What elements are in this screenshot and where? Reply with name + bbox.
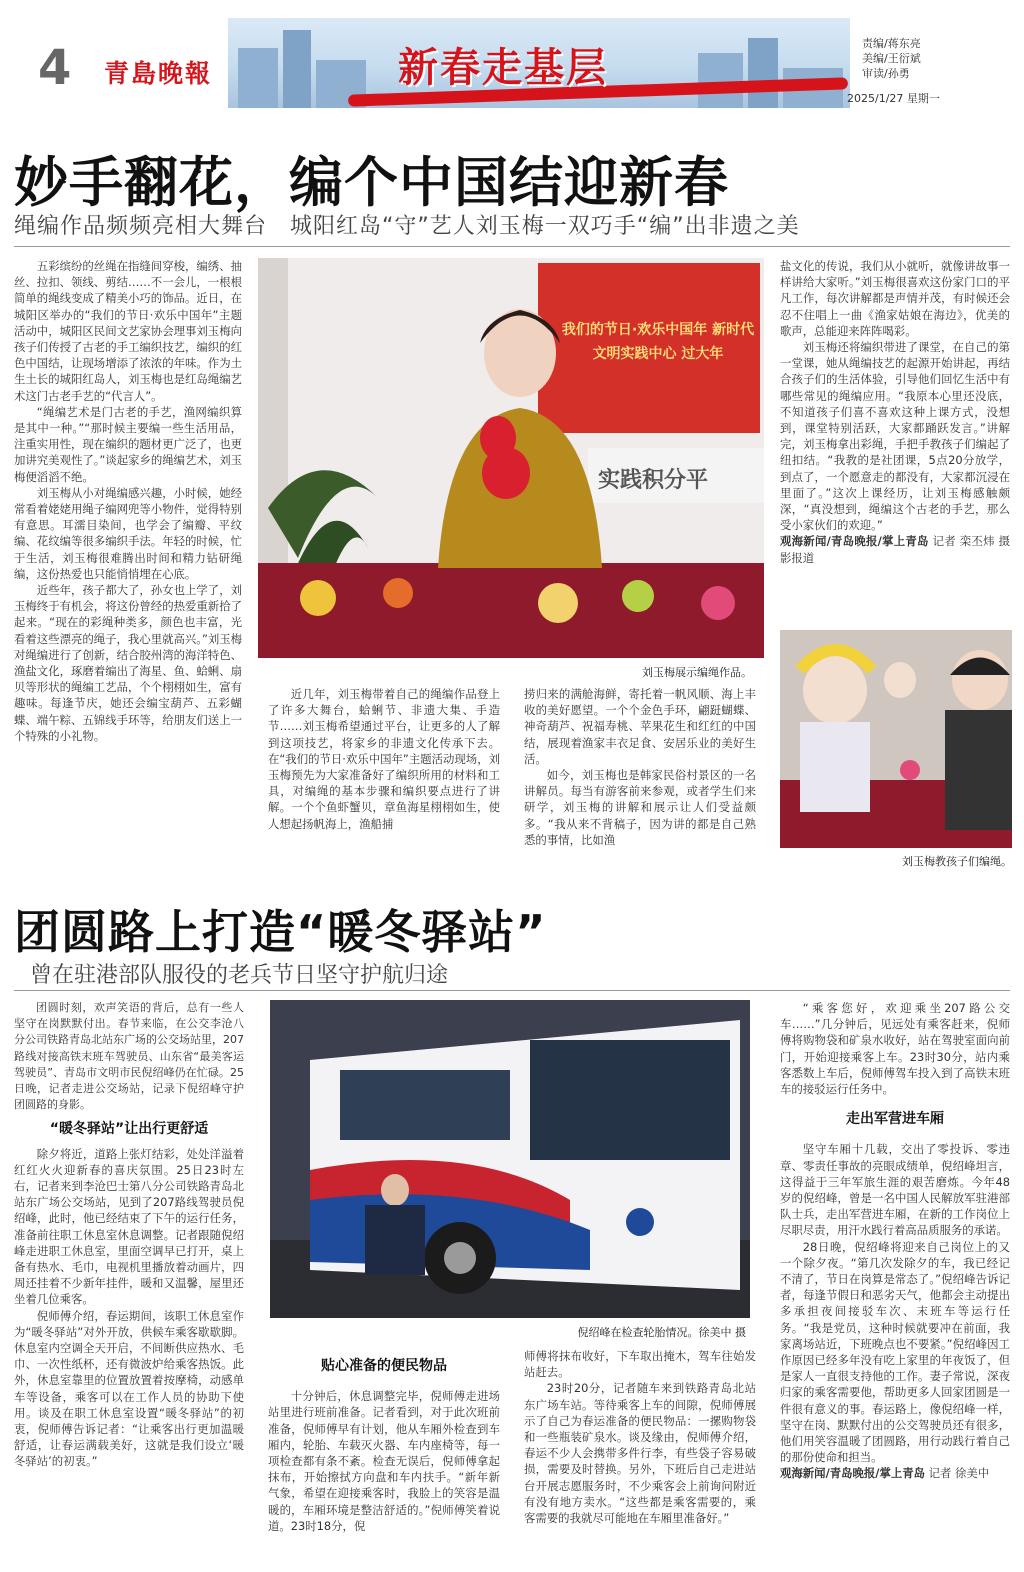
divider	[14, 246, 1010, 247]
paragraph: 28日晚，倪绍峰将迎来自己岗位上的又一个除夕夜。“第几次发除夕的车，我已经记不清了，节日在岗算是常态了。”倪绍峰告诉记者，每逢节假日和恶劣天气，他都会主动提出多承担夜间接驳车次、末班车等运行任务。“我是党员，这种时候就要冲在前面，我家离场站近，下班晚点也不要紧。”倪绍峰因工作原因已经多年没有吃上家里的年夜饭了，但是家人一直很支持他的工作。妻子常说，深夜归家的乘客需要他，帮助更多人回家团圆是一件很有意义的事。春运路上，像倪绍峰一样，坚守在岗、默默付出的公交驾驶员还有很多，他们用笑容温暖了团圆路，用行动践行着自己的那份使命和担当。	[780, 1239, 1010, 1465]
article2-subtitle-2: 贴心准备的便民物品	[321, 1358, 447, 1374]
paragraph: 近些年，孩子都大了，孙女也上学了，刘玉梅终于有机会，将这份曾经的热爱重新拾了起来。“现在的彩绳种类多，颜色也丰富，光看着这些漂亮的绳子，我心里就高兴。”刘玉梅对绳编进行了创新，结合胶州湾的海洋特色、渔盐文化，琢磨着编出了海星、鱼、蛤蜊、扇贝等形状的绳编工艺品，个个栩栩如生，富有趣味。每逢节庆，她还会编宝葫芦、五彩蝴蝶、端午粽、五锦线手环等，给朋友们送上一个特殊的小礼物。	[14, 583, 242, 743]
issue-date: 2025/1/27 星期一	[847, 92, 940, 105]
photo-bus-inspection	[270, 1000, 750, 1318]
article2-subtitle-3: 走出军营进车厢	[846, 1111, 944, 1128]
credit-designer: 美编/王衍斌	[862, 52, 921, 65]
article2-headline: 团圆路上打造“暖冬驿站”	[14, 905, 547, 959]
section-banner	[228, 18, 850, 108]
article2-subhead: 曾在驻港部队服役的老兵节日坚守护航归途	[30, 963, 449, 988]
byline-outlet: 观海新闻/青岛晚报/掌上青岛	[780, 534, 929, 549]
paragraph: 倪师傅介绍，春运期间，该职工休息室作为“暖冬驿站”对外开放，供候车乘客歇歇脚。休息室内空调全天开启，不间断供应热水、毛巾、一次性纸杯，还有微波炉给乘客热饭。此外，休息室靠里的位置放置着按摩椅，动感单车等设备，乘客可以在工作人员的协助下使用。谈及在职工休息室设置“暖冬驿站”的初衷，倪师傅告诉记者：“让乘客出行更加温暖舒适，让春运满载美好，这就是我们设立‘暖冬驿站’的初衷。”	[14, 1308, 244, 1469]
paragraph: 五彩缤纷的丝绳在指缝间穿梭，编绣、抽丝、拉扣、领线、剪结……不一会儿，一根根简单的绳线变成了精美小巧的饰品。近日，在城阳区举办的“我们的节日·欢乐中国年”主题活动中，城阳区民间文艺家协会理事刘玉梅向孩子们传授了古老的手工编织技艺，编织的红色中国结，让现场增添了浓浓的年味。作为土生土长的城阳红岛人，刘玉梅也是红岛绳编艺术这门古老手艺的“代言人”。	[14, 259, 242, 403]
credit-reviewer: 审读/孙勇	[862, 67, 910, 80]
divider	[14, 990, 1010, 991]
article1-headline: 妙手翻花，编个中国结迎新春	[14, 151, 729, 214]
byline	[780, 1465, 1010, 1481]
photo1-wall-text: 实践积分平	[598, 468, 709, 493]
bus-photo-caption: 倪绍峰在检查轮胎情况。徐美中 摄	[577, 1326, 746, 1339]
article2-column-4	[780, 1000, 1010, 1570]
photo1-caption: 刘玉梅展示编绳作品。	[642, 666, 752, 679]
article2-column-3	[524, 1348, 756, 1570]
credit-editor: 责编/蒋东亮	[862, 37, 921, 50]
byline	[780, 533, 1010, 565]
article2-column-1	[14, 1000, 244, 1570]
article1-column-3	[524, 686, 756, 864]
lead-paragraph: 团圆时刻，欢声笑语的背后，总有一些人坚守在岗默默付出。春节来临，在公交李沧八分公司铁路青岛北站东广场的公交场站里，207路线对接高铁末班车驾驶员、山东省“最美客运驾驶员”、青岛市文明市民倪绍峰仍在忙碌。25日晚，记者走进公交场站，记录下倪绍峰守护团圆路的身影。	[14, 1001, 244, 1112]
skyline-building	[283, 30, 311, 108]
article2-column-2	[268, 1348, 500, 1570]
article2-subtitle-1: “暖冬驿站”让出行更舒适	[49, 1121, 209, 1138]
photo1-backdrop-text: 我们的节日·欢乐中国年 新时代文明实践中心 过大年	[561, 322, 755, 362]
article1-column-1	[14, 258, 242, 864]
editor-credits	[862, 36, 921, 81]
article1-column-2	[268, 686, 500, 864]
photo2-caption: 刘玉梅教孩子们编绳。	[902, 855, 1012, 868]
paragraph: 盐文化的传说，我们从小就听，就像讲故事一样讲给大家听。”刘玉梅很喜欢这份家门口的平凡工作，每次讲解都是声情并茂，有时候还会忍不住唱上一曲《渔家姑娘在海边》，优美的歌声，总能迎来阵阵喝彩。	[780, 259, 1010, 338]
byline-reporter: 记者 徐美中	[928, 1466, 990, 1481]
paragraph: 坚守车厢十几载，交出了零投诉、零违章、零责任事故的亮眼成绩单，倪绍峰坦言，这得益于三年军旅生涯的艰苦磨炼。今年48岁的倪绍峰，曾是一名中国人民解放军驻港部队士兵，走出军营进车厢，在新的工作岗位上尽职尽责，用汗水践行着高品质服务的承诺。	[780, 1142, 1010, 1238]
byline-outlet: 观海新闻/青岛晚报/掌上青岛	[780, 1466, 926, 1481]
paragraph: 如今，刘玉梅也是韩家民俗村景区的一名讲解员。每当有游客前来参观，或者学生们来研学，刘玉梅的讲解和展示让人们受益颇多。“我从来不背稿子，因为讲的都是自己熟悉的事情，比如渔	[524, 768, 756, 847]
paragraph: 十分钟后，休息调整完毕，倪师傅走进场站里进行班前准备。记者看到，对于此次班前准备，倪师傅早有计划，他从车厢外检查到车厢内，轮胎、车载灭火器、车内座椅等，每一项检查都有条不紊。检查无误后，倪师傅拿起抹布，开始擦拭方向盘和车内扶手。“新年新气象，希望在迎接乘客时，我脸上的笑容是温暖的，车厢环境是整洁舒适的。”倪师傅笑着说道。23时18分，倪	[268, 1389, 500, 1533]
skyline-building	[748, 38, 778, 108]
photo-illustration	[270, 1000, 750, 1318]
article1-subhead: 绳编作品频频亮相大舞台 城阳红岛“守”艺人刘玉梅一双巧手“编”出非遗之美	[14, 214, 800, 239]
paragraph: “绳编艺术是门古老的手艺，渔网编织算是其中一种。”“那时候主要编一些生活用品，注重实用性，现在编织的题材更广泛了，也更加讲究美观性了。”谈起家乡的绳编艺术，刘玉梅便滔滔不绝。	[14, 404, 242, 484]
paragraph: 刘玉梅从小对绳编感兴趣，小时候，她经常看着姥姥用绳子编网兜等小物件，觉得特别有意思。耳濡目染间，也学会了编瓣、平纹编、花纹编等很多编织手法。年轻的时候，忙于生活，刘玉梅很难腾出时间和精力钻研绳编，这份热爱也只能悄悄埋在心底。	[14, 485, 242, 581]
paragraph: 23时20分，记者随车来到铁路青岛北站东广场车站。等待乘客上车的间隙，倪师傅展示了自己为春运准备的便民物品：一摞购物袋和一些瓶装矿泉水。谈及缘由，倪师傅介绍，春运不少人会携带多件行李，有些袋子容易破损，需要及时替换。另外，下班后自己走进站台开展志愿服务时，不少乘客会上前询问附近有没有地方卖水。“这些都是乘客需要的，乘客需要的我就尽可能地在车厢里准备好。”	[524, 1381, 756, 1526]
photo-illustration	[780, 630, 1012, 848]
byline-reporter: 记者 栾丕炜 摄影报道	[780, 534, 1010, 565]
banner-title: 新春走基层	[398, 45, 608, 91]
photo-liu-yumei-display	[258, 258, 764, 658]
skyline-building	[238, 48, 278, 108]
article1-column-4	[780, 258, 1010, 624]
paragraph: 刘玉梅还将编织带进了课堂，在自己的第一堂课，她从绳编技艺的起源开始讲起，再结合孩子们的生活体验，引导他们回忆生活中有哪些常见的绳编应用。“我原本心里还没底，不知道孩子们喜不喜欢这种上课方式，没想到，课堂特别活跃，大家都踊跃发言。”讲解完，刘玉梅拿出彩绳，手把手教孩子们编起了纽扣结。“我教的是社团课，5点20分放学，到点了，一个愿意走的都没有，大家都沉浸在里面了。”这次上课经历，让刘玉梅感触颇深，“真没想到，绳编这个古老的手艺，那么受小家伙们的欢迎。”	[780, 340, 1010, 533]
paragraph: “乘客您好，欢迎乘坐207路公交车……”几分钟后，见远处有乘客赶来，倪师傅将购物袋和矿泉水收好，站在驾驶室面向前门，开始迎接乘客上车。23时30分，站内乘客悉数上车后，倪师傅驾车投入到了高铁末班车的接驳运行任务中。	[780, 1001, 1010, 1097]
paragraph: 师傅将抹布收好，下车取出掩木，驾车往始发站赶去。	[524, 1349, 756, 1380]
page-number: 4	[38, 40, 72, 96]
newspaper-logo: 青島晚報	[104, 59, 213, 88]
paragraph: 近几年，刘玉梅带着自己的绳编作品登上了许多大舞台，蛤蜊节、非遗大集、手造节……刘玉梅希望通过平台，让更多的人了解到这项技艺，将家乡的非遗文化传承下去。在“我们的节日·欢乐中国年”主题活动现场，刘玉梅预先为大家准备好了编织所用的材料和工具，对编绳的基本步骤和编织要点进行了讲解。一个个鱼虾蟹贝，章鱼海星栩栩如生，使人想起扬帆海上，渔船捕	[268, 687, 500, 831]
paragraph: 捞归来的满舱海鲜，寄托着一帆风顺、海上丰收的美好愿望。一个个金色手环，翩跹蝴蝶、神奇葫芦、祝福寿桃、苹果花生和红红的中国结，展现着渔家丰衣足食、安居乐业的美好生活。	[524, 687, 756, 766]
paragraph: 除夕将近，道路上张灯结彩，处处洋溢着红红火火迎新春的喜庆氛围。25日23时左右，记者来到李沧巴士第八分公司铁路青岛北站东广场公交场站，见到了207路线驾驶员倪绍峰，此时，他已经结束了下午的运行任务，准备前往职工休息室休息调整。记者跟随倪绍峰走进职工休息室，里面空调早已打开，桌上备有热水、毛巾，电视机里播放着动画片，四周还挂着不少新年挂件，暖和又温馨，屋里还坐着几位乘客。	[14, 1146, 244, 1307]
photo-teaching-children	[780, 630, 1012, 848]
